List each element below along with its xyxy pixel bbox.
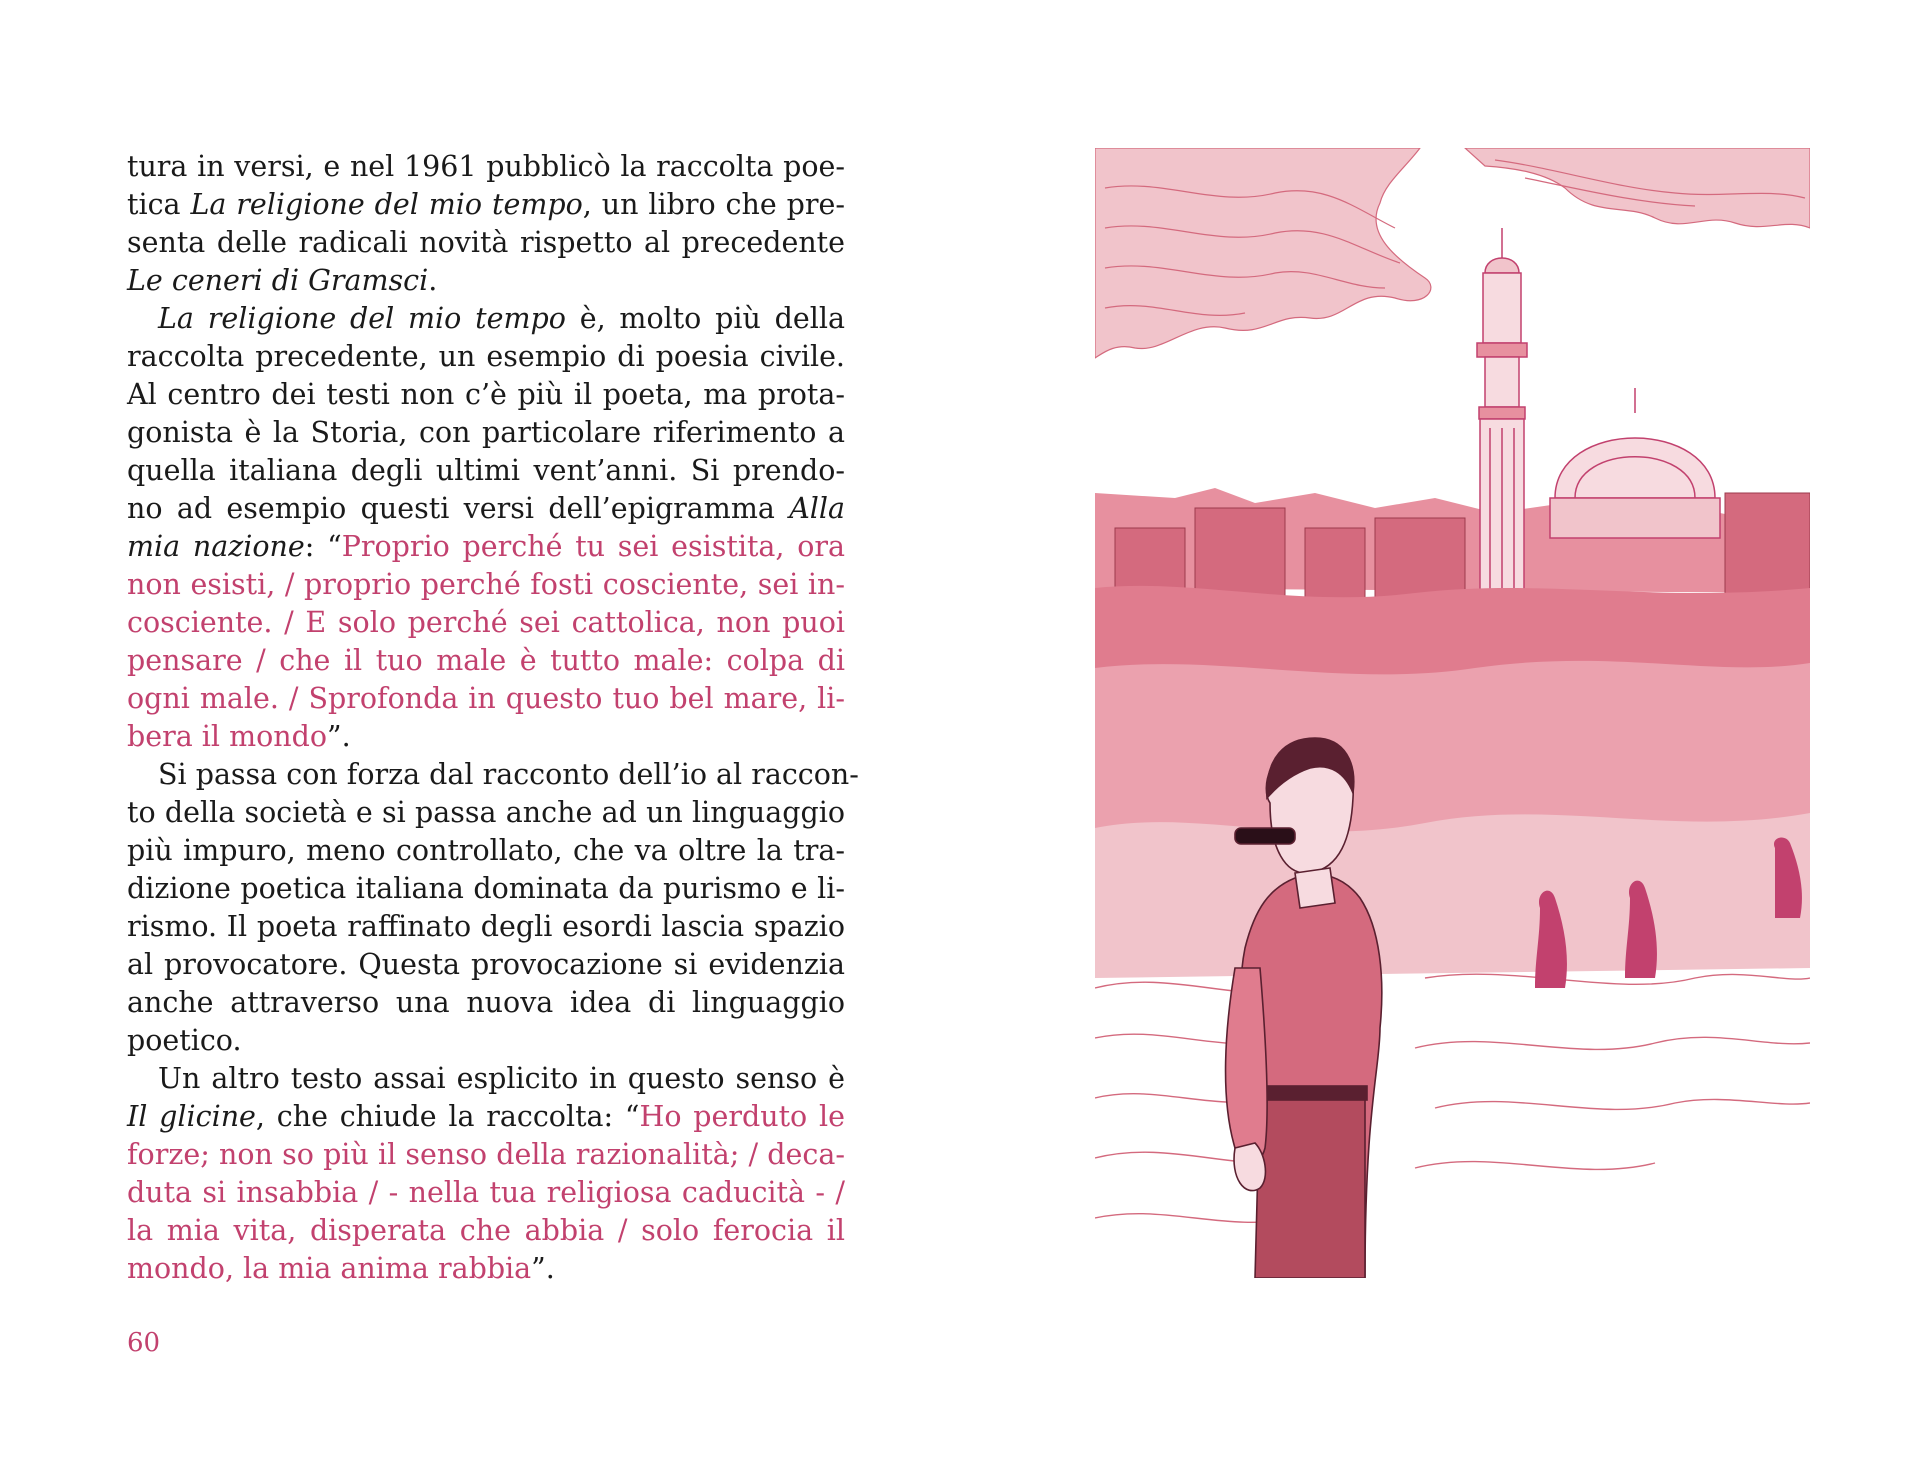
quote-text: cosciente. / E solo perché sei cattolica, non puoi	[127, 606, 845, 639]
text-line	[127, 1022, 845, 1060]
text-line	[127, 148, 845, 186]
quote-text: Proprio perché tu sei esistita, ora	[341, 530, 845, 563]
body-text-span: raccolta precedente, un esempio di poesia civile.	[127, 340, 845, 373]
text-line	[127, 528, 845, 566]
quote-text: bera il mondo	[127, 720, 328, 753]
italic-title: Le ceneri di Gramsci	[127, 264, 429, 297]
body-text-span: to della società e si passa anche ad un linguaggio	[127, 796, 845, 829]
page-number: 60	[127, 1328, 161, 1358]
quote-text: duta si insabbia / - nella tua religiosa caducità - /	[127, 1176, 845, 1209]
terrain-3	[1095, 813, 1810, 978]
text-line	[127, 642, 845, 680]
quote-text: pensare / che il tuo male è tutto male: colpa di	[127, 644, 845, 677]
quote-text: ogni male. / Sprofonda in questo tuo bel mare, li-	[127, 682, 845, 715]
text-line	[127, 680, 845, 718]
body-text-span: Al centro dei testi non c’è più il poeta, ma prota-	[127, 378, 845, 411]
text-line	[127, 566, 845, 604]
text-line	[127, 870, 845, 908]
text-line	[127, 262, 845, 300]
body-text-span: Si passa con forza dal racconto dell’io al raccon-	[158, 758, 859, 791]
quote-text: mondo, la mia anima rabbia	[127, 1252, 532, 1285]
text-line	[127, 1136, 845, 1174]
italic-title: La religione del mio tempo	[158, 302, 566, 335]
text-line	[127, 1098, 845, 1136]
body-text-span: gonista è la Storia, con particolare riferimento a	[127, 416, 845, 449]
italic-title: mia nazione	[127, 530, 305, 563]
text-line	[127, 1250, 845, 1288]
body-text-span: , che chiude la raccolta: “	[255, 1100, 640, 1133]
body-text-span: dizione poetica italiana dominata da purismo e li-	[127, 872, 845, 905]
body-text-span: anche attraverso una nuova idea di linguaggio	[127, 986, 845, 1019]
body-text-span: al provocatore. Questa provocazione si evidenzia	[127, 948, 845, 981]
italic-title: Alla	[789, 492, 845, 525]
text-line	[127, 1060, 845, 1098]
italic-title: La religione del mio tempo	[190, 188, 583, 221]
text-line	[127, 224, 845, 262]
body-text-span: , un libro che pre-	[582, 188, 845, 221]
body-text	[127, 148, 859, 1288]
text-line	[127, 604, 845, 642]
body-text-span: tura in versi, e nel 1961 pubblicò la raccolta poe-	[127, 150, 845, 183]
illustration	[1095, 148, 1810, 1278]
quote-text: non esisti, / proprio perché fosti cosciente, sei in-	[127, 568, 845, 601]
body-text-span: no ad esempio questi versi dell’epigramma	[127, 492, 790, 525]
body-text-span: ”.	[531, 1252, 555, 1285]
body-text-span: è, molto più della	[565, 302, 846, 335]
body-text-span: .	[428, 264, 438, 297]
text-line	[127, 338, 845, 376]
body-text-span: ”.	[327, 720, 351, 753]
quote-text: Ho perduto le	[639, 1100, 845, 1133]
text-line	[127, 1212, 845, 1250]
body-text-span: : “	[304, 530, 342, 563]
body-text-span: tica	[127, 188, 191, 221]
text-line	[127, 186, 845, 224]
body-text-span: Un altro testo assai esplicito in questo senso è	[158, 1062, 845, 1095]
body-text-span: senta delle radicali novità rispetto al precedente	[127, 226, 845, 259]
text-line	[127, 984, 845, 1022]
quote-text: la mia vita, disperata che abbia / solo ferocia il	[127, 1214, 845, 1247]
text-line	[127, 490, 845, 528]
text-line	[127, 718, 845, 756]
text-line	[127, 832, 845, 870]
body-text-span: quella italiana degli ultimi vent’anni. Si prendo-	[127, 454, 845, 487]
text-line	[127, 946, 845, 984]
text-line	[127, 1174, 845, 1212]
text-line	[127, 452, 845, 490]
text-line	[127, 794, 845, 832]
text-line	[127, 376, 845, 414]
body-text-span: rismo. Il poeta raffinato degli esordi lascia spazio	[127, 910, 845, 943]
body-text-span: più impuro, meno controllato, che va oltre la tra-	[127, 834, 845, 867]
text-line	[127, 908, 845, 946]
text-line	[127, 414, 845, 452]
text-line	[127, 300, 845, 338]
body-text-span: poetico.	[127, 1024, 242, 1057]
italic-title: Il glicine	[127, 1100, 256, 1133]
text-line	[127, 756, 859, 794]
quote-text: forze; non so più il senso della razionalità; / deca-	[127, 1138, 845, 1171]
